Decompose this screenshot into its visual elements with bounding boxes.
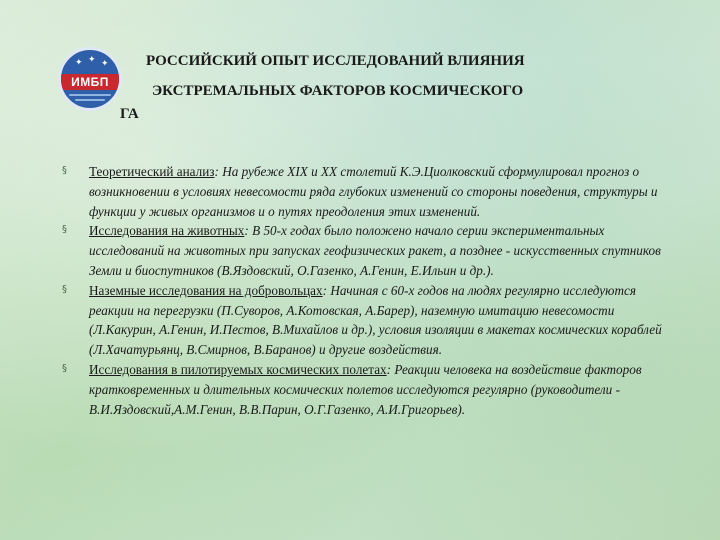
section-sign-icon: § [62,165,67,176]
bullet-item [62,221,674,280]
wave-line [75,99,105,101]
star-icon: ✦ [75,57,83,67]
bullet-heading: Исследования на животных [89,223,245,239]
bullet-text [89,281,674,360]
bullet-colon: : [214,164,223,179]
bullet-heading: Наземные исследования на добровольцах [89,282,323,298]
bullet-colon: : [244,223,253,239]
bullet-text [89,162,674,221]
bullet-body: В 50-х годах было положено начало серии экспериментальных исследований на животных при запусках геофизических ракет, а позднее - искусственных спутников Земли и биоспутников (В.Яздовский, О.Газенко, А.Генин, Е.Ильин и др.). [89,223,661,278]
section-sign-icon: § [62,283,67,295]
bullet-colon: : [322,282,331,298]
bullet-body: Начиная с 60-х годов на людях регулярно исследуются реакции на перегрузки (П.Суворов, А.Котовская, А.Барер), наземную имитацию невесомости (Л.Какурин, А.Генин, И.Пестов, В.Михайлов и др.), условия изоляции в макетах космических кораблей (Л.Хачатурьянц, В.Смирнов, В.Баранов) и другие воздействия. [89,282,662,358]
bullet-colon: : [386,361,395,377]
star-icon: ✦ [101,58,109,68]
bullet-item [62,360,674,419]
title-line-3: ГА [120,106,139,122]
bullet-item [62,162,674,221]
bullet-heading: Исследования в пилотируемых космических полетах [89,361,387,377]
bullet-text [89,221,674,280]
bullet-body: На рубеже XIX и XX столетий К.Э.Циолковский сформулировал прогноз о возникновении в условиях невесомости ряда глубоких изменений со стороны поведения, структуры и функции у живых организмов и о путях преодоления этих изменений. [89,164,658,219]
bullet-item [62,281,674,360]
imbp-logo [58,47,122,111]
wave-line [69,94,111,96]
title-line-1: РОССИЙСКИЙ ОПЫТ ИССЛЕДОВАНИЙ ВЛИЯНИЯ [146,53,525,69]
star-icon: ✦ [88,54,96,64]
section-sign-icon: § [62,224,67,236]
title-line-2: ЭКСТРЕМАЛЬНЫХ ФАКТОРОВ КОСМИЧЕСКОГО [152,83,524,99]
bullet-heading: Теоретический анализ [89,164,215,179]
section-sign-icon: § [62,362,67,374]
bullet-body: Реакции человека на воздействие факторов кратковременных и длительных космических полетов исследуются регулярно (руководители - В.И.Яздовский,А.М.Генин, В.В.Парин, О.Г.Газенко, А.И.Григорьев). [89,361,642,417]
bullet-text [89,360,674,419]
bullet-list [62,162,674,419]
logo-text: ИМБП [61,74,119,90]
